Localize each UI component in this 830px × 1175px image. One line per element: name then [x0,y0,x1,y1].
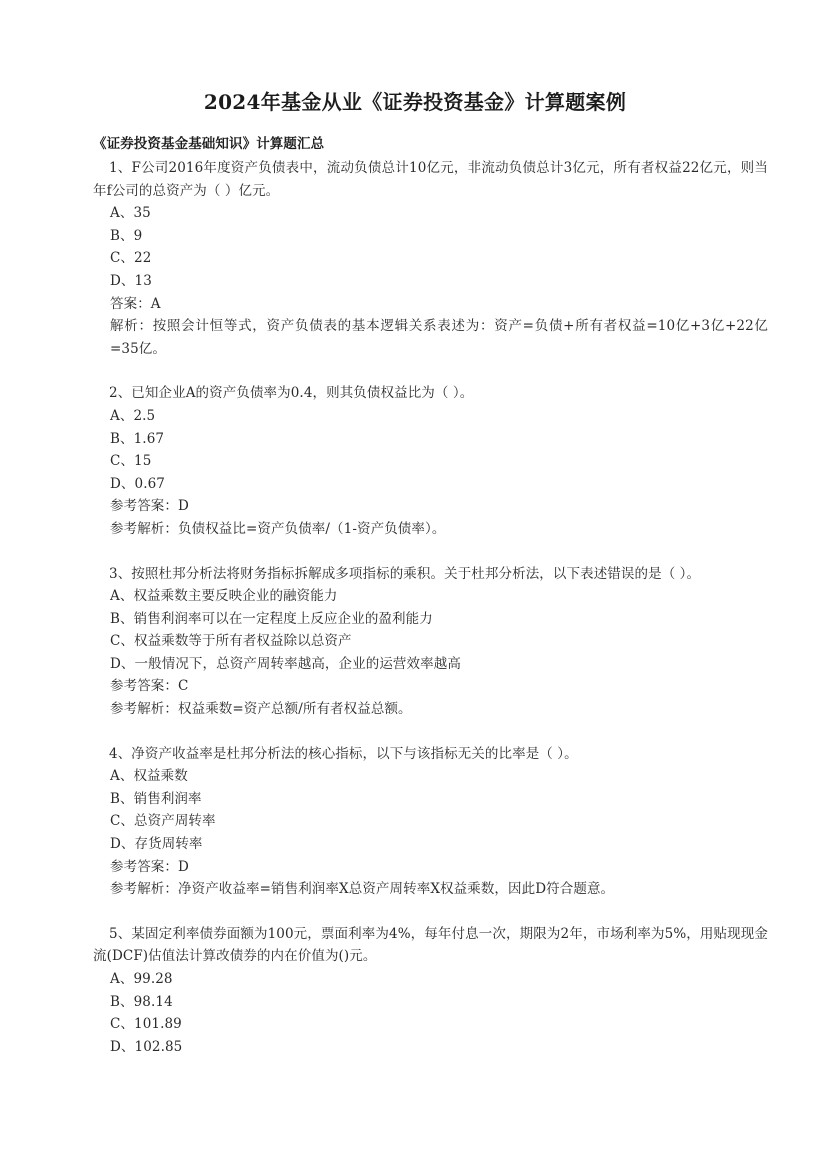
question-block-3 [93,563,768,721]
question-stem: 5、某固定利率债券面额为100元，票面利率为4%，每年付息一次，期限为2年，市场利率为5%，用贴现现金流(DCF)估值法计算改债券的内在价值为()元。 [93,925,768,965]
question-option: C、101.89 [110,1016,182,1033]
question-option: A、权益乘数主要反映企业的融资能力 [110,588,338,605]
block-spacer [93,901,768,923]
question-explanation: 参考解析：净资产收益率=销售利润率X总资产周转率X权益乘数，因此D符合题意。 [110,881,615,898]
question-stem: 1、F公司2016年度资产负债表中，流动负债总计10亿元，非流动负债总计3亿元，所有者权益22亿元，则当年f公司的总资产为（ ）亿元。 [93,160,768,199]
question-option: D、13 [110,272,152,289]
question-option: B、销售利润率 [110,790,202,807]
question-option: B、98.14 [110,993,173,1010]
question-stem: 3、按照杜邦分析法将财务指标拆解成多项指标的乘积。关于杜邦分析法，以下表述错误的是（ ）。 [109,565,701,582]
page-title: 2024年基金从业《证券投资基金》计算题案例 [203,90,627,114]
block-spacer [93,541,768,563]
question-option: C、总资产周转率 [110,813,216,830]
question-stem: 2、已知企业A的资产负债率为0.4，则其负债权益比为（ ）。 [109,385,474,402]
section-subtitle: 《证券投资基金基础知识》计算题汇总 [93,136,325,152]
block-spacer [93,721,768,743]
question-option: D、0.67 [110,475,165,492]
question-option: A、99.28 [110,971,173,987]
question-answer: 答案：A [110,295,161,312]
question-explanation: 解析：按照会计恒等式，资产负债表的基本逻辑关系表述为：资产=负债+所有者权益=10亿+3亿+22亿=35亿。 [110,318,768,357]
question-block-1 [93,157,768,360]
question-option: D、存货周转率 [110,836,203,853]
question-block-2 [93,382,768,540]
question-option: C、权益乘数等于所有者权益除以总资产 [110,633,352,650]
document-body [0,133,830,1058]
question-answer: 参考答案：D [110,498,189,515]
question-answer: 参考答案：D [110,858,189,875]
question-block-4 [93,743,768,901]
question-option: B、1.67 [110,430,165,447]
question-option: C、15 [110,453,152,470]
question-explanation: 参考解析：权益乘数=资产总额/所有者权益总额。 [110,701,412,718]
question-block-5 [93,923,768,1059]
question-explanation: 参考解析：负债权益比=资产负债率/（1-资产负债率）。 [110,520,446,537]
question-answer: 参考答案：C [110,678,189,695]
question-option: A、2.5 [110,407,156,424]
question-option: B、9 [110,227,143,244]
block-spacer [93,360,768,382]
question-option: A、35 [110,205,151,222]
question-option: A、权益乘数 [110,768,188,785]
question-option: D、一般情况下，总资产周转率越高，企业的运营效率越高 [110,655,461,672]
question-option: C、22 [110,250,152,267]
question-stem: 4、净资产收益率是杜邦分析法的核心指标，以下与该指标无关的比率是（ ）。 [109,745,578,762]
question-option: B、销售利润率可以在一定程度上反应企业的盈利能力 [110,610,433,627]
question-option: D、102.85 [110,1038,183,1055]
